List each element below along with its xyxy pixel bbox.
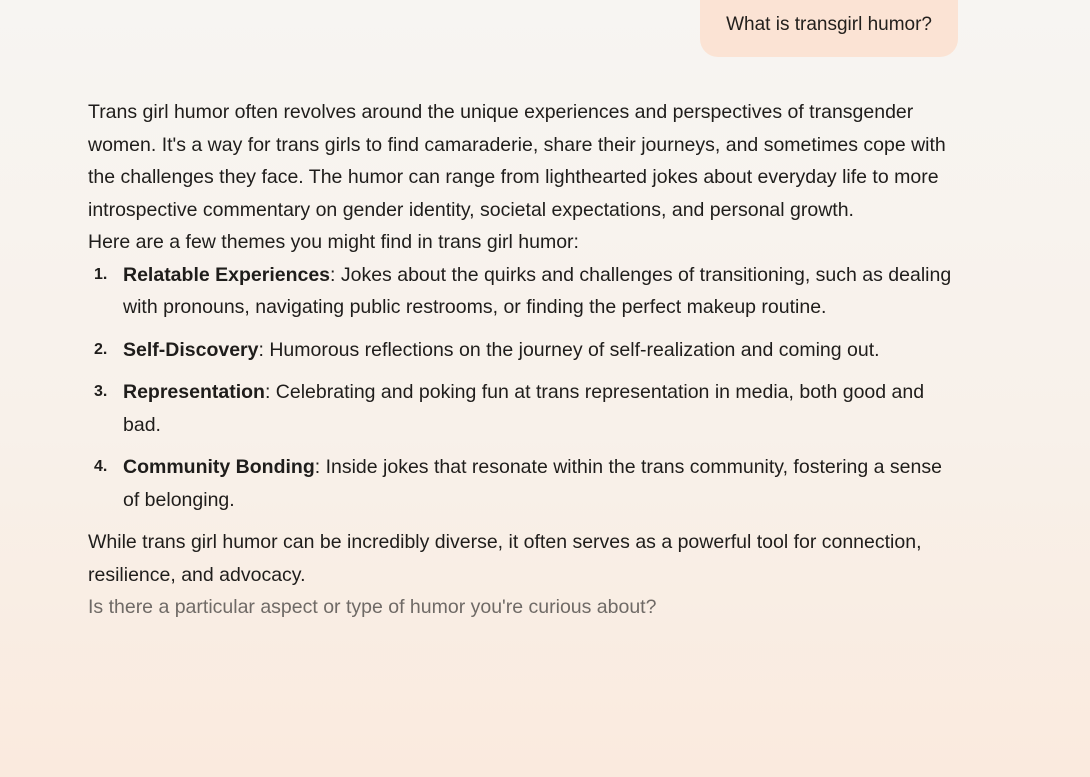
assistant-follow-up-question: Is there a particular aspect or type of humor you're curious about?	[88, 596, 657, 618]
list-item	[88, 376, 958, 441]
list-item-title: Community Bonding	[123, 456, 315, 478]
list-item	[88, 259, 958, 324]
assistant-themes-lead: Here are a few themes you might find in trans girl humor:	[88, 231, 579, 253]
list-item-number: 2.	[94, 340, 108, 358]
list-item-title: Representation	[123, 381, 265, 403]
list-item-title: Self-Discovery	[123, 338, 259, 361]
list-item-number: 1.	[94, 265, 108, 283]
list-item-text: : Celebrating and poking fun at trans representation in media, both good and bad.	[123, 381, 925, 436]
list-item-text: : Jokes about the quirks and challenges of transitioning, such as dealing with pronouns, navigating public restrooms, or finding the perfect makeup routine.	[123, 263, 952, 318]
list-item	[88, 451, 958, 516]
list-item-title: Relatable Experiences	[123, 263, 331, 286]
list-item	[88, 334, 958, 367]
assistant-message	[88, 96, 958, 624]
list-item-text: : Humorous reflections on the journey of self-realization and coming out.	[258, 338, 880, 361]
chat-thread	[88, 0, 958, 624]
themes-list	[88, 259, 958, 517]
user-message-row	[88, 0, 958, 57]
list-item-number: 3.	[94, 383, 108, 400]
list-item-number: 4.	[94, 458, 108, 475]
list-item-text: : Inside jokes that resonate within the trans community, fostering a sense of belonging.	[123, 456, 942, 511]
assistant-closing-paragraph: While trans girl humor can be incredibly diverse, it often serves as a powerful tool for connection, resilience, and advocacy.	[88, 531, 922, 586]
assistant-intro-paragraph: Trans girl humor often revolves around the unique experiences and perspectives of transgender women. It's a way for trans girls to find camaraderie, share their journeys, and sometimes cope with the challenges they face. The humor can range from lighthearted jokes about everyday life to more introspective commentary on gender identity, societal expectations, and personal growth.	[88, 101, 946, 221]
user-message-bubble: What is transgirl humor?	[700, 0, 958, 57]
